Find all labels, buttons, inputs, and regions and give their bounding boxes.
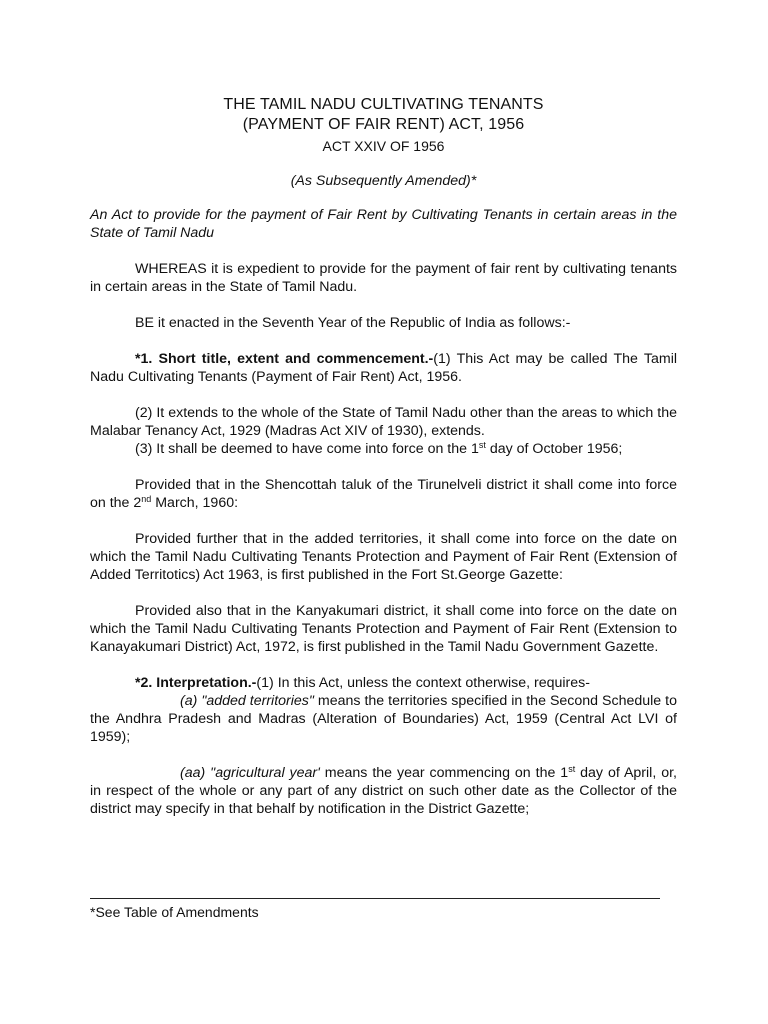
- section-2-clause-aa: (aa) "agricultural year' means the year commencing on the 1st day of April, or, in respect of the whole or any part of any district on such other date as the Collector of the district may specify in that behalf by notification in the District Gazette;: [90, 764, 677, 817]
- clause-aa-term: (aa) "agricultural year': [180, 765, 320, 781]
- act-title: [90, 95, 677, 135]
- section-2-heading: *2. Interpretation.-: [135, 675, 257, 691]
- preamble: WHEREAS it is expedient to provide for the payment of fair rent by cultivating tenants in certain areas in the State of Tamil Nadu.: [90, 261, 677, 295]
- act-title-line-1: THE TAMIL NADU CULTIVATING TENANTS: [223, 96, 544, 113]
- section-1-proviso-1: Provided that in the Shencottah taluk of the Tirunelveli district it shall come into force on the 2nd March, 1960:: [90, 477, 677, 511]
- clause-a-term: (a) "added territories": [180, 693, 314, 709]
- section-1-subsection-2: (2) It extends to the whole of the State of Tamil Nadu other than the areas to which the Malabar Tenancy Act, 1929 (Madras Act XIV of 1930), extends.: [90, 405, 677, 439]
- section-1-proviso-3: Provided also that in the Kanyakumari district, it shall come into force on the date on which the Tamil Nadu Cultivating Tenants Protection and Payment of Fair Rent (Extension to Kanayakumari District) Act, 1972, is first published in the Tamil Nadu Government Gazette.: [90, 603, 677, 655]
- enacting-clause: BE it enacted in the Seventh Year of the Republic of India as follows:-: [135, 315, 571, 331]
- footnote-divider: [90, 898, 660, 899]
- amended-note: (As Subsequently Amended)*: [290, 173, 477, 189]
- document-page: [90, 95, 677, 818]
- section-1-subsection-1: [90, 350, 677, 386]
- section-1-heading: *1. Short title, extent and commencement.-: [135, 351, 434, 367]
- act-number: ACT XXIV OF 1956: [322, 138, 445, 154]
- section-1-sub-1-text: (1) This Act may be called The Tamil Nadu Cultivating Tenants (Payment of Fair Rent) Act, 1956.: [90, 351, 677, 385]
- section-2-intro: *2. Interpretation.-(1) In this Act, unless the context otherwise, requires-: [135, 675, 590, 691]
- section-1-proviso-2: Provided further that in the added territories, it shall come into force on the date on which the Tamil Nadu Cultivating Tenants Protection and Payment of Fair Rent (Extension of Added Territotics) Act 1963, is first published in the Fort St.George Gazette:: [90, 531, 677, 583]
- footnote: *See Table of Amendments: [90, 904, 259, 920]
- section-1-subsection-3: (3) It shall be deemed to have come into force on the 1st day of October 1956;: [135, 440, 623, 457]
- long-title: An Act to provide for the payment of Fair Rent by Cultivating Tenants in certain areas in the State of Tamil Nadu: [90, 207, 677, 241]
- act-title-line-2: (PAYMENT OF FAIR RENT) ACT, 1956: [242, 116, 525, 133]
- section-2-clause-a: (a) "added territories" means the territories specified in the Second Schedule to the Andhra Pradesh and Madras (Alteration of Boundaries) Act, 1959 (Central Act LVI of 1959);: [90, 693, 677, 745]
